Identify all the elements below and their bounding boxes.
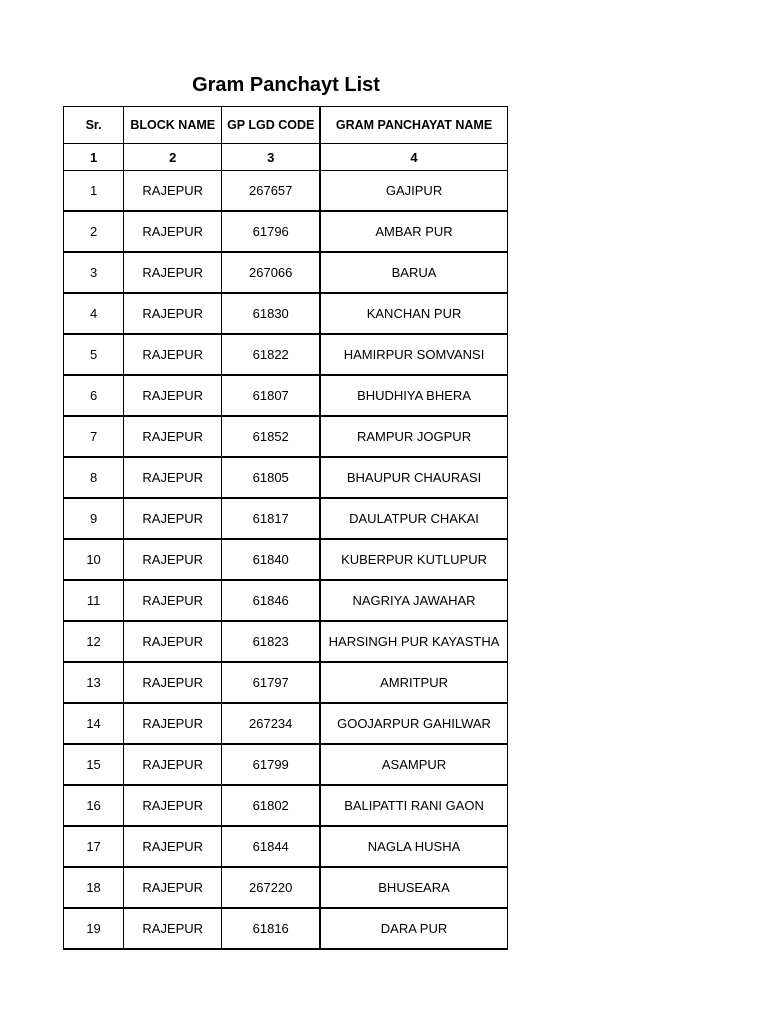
block-name-cell: RAJEPUR xyxy=(124,334,222,375)
table-row xyxy=(64,908,508,949)
column-number: 3 xyxy=(222,144,320,171)
header-block-name: BLOCK NAME xyxy=(124,107,222,144)
gram-panchayat-name-cell: BHUSEARA xyxy=(320,867,507,908)
block-name-cell: RAJEPUR xyxy=(124,826,222,867)
gram-panchayat-name-cell: RAMPUR JOGPUR xyxy=(320,416,507,457)
gp-lgd-code-cell: 267220 xyxy=(222,867,320,908)
block-name-cell: RAJEPUR xyxy=(124,252,222,293)
gram-panchayat-name-cell: BHUDHIYA BHERA xyxy=(320,375,507,416)
gram-panchayat-name-cell: NAGLA HUSHA xyxy=(320,826,507,867)
sr-cell: 12 xyxy=(64,621,124,662)
sr-cell: 18 xyxy=(64,867,124,908)
table-row xyxy=(64,211,508,252)
header-gp-lgd-code: GP LGD CODE xyxy=(222,107,320,144)
sr-cell: 14 xyxy=(64,703,124,744)
gram-panchayat-name-cell: HARSINGH PUR KAYASTHA xyxy=(320,621,507,662)
gram-panchayat-name-cell: DARA PUR xyxy=(320,908,507,949)
table-row xyxy=(64,539,508,580)
table-row xyxy=(64,375,508,416)
sr-cell: 17 xyxy=(64,826,124,867)
sr-cell: 2 xyxy=(64,211,124,252)
sr-cell: 8 xyxy=(64,457,124,498)
table-row xyxy=(64,293,508,334)
gp-lgd-code-cell: 61846 xyxy=(222,580,320,621)
block-name-cell: RAJEPUR xyxy=(124,457,222,498)
sr-cell: 5 xyxy=(64,334,124,375)
column-number: 1 xyxy=(64,144,124,171)
sr-cell: 13 xyxy=(64,662,124,703)
header-gram-panchayat-name: GRAM PANCHAYAT NAME xyxy=(320,107,507,144)
table-row xyxy=(64,621,508,662)
table-row xyxy=(64,416,508,457)
sr-cell: 19 xyxy=(64,908,124,949)
sr-cell: 9 xyxy=(64,498,124,539)
gp-lgd-code-cell: 61852 xyxy=(222,416,320,457)
gram-panchayat-name-cell: HAMIRPUR SOMVANSI xyxy=(320,334,507,375)
gp-lgd-code-cell: 61802 xyxy=(222,785,320,826)
table-row xyxy=(64,662,508,703)
sr-cell: 4 xyxy=(64,293,124,334)
block-name-cell: RAJEPUR xyxy=(124,744,222,785)
column-number: 2 xyxy=(124,144,222,171)
table-row xyxy=(64,252,508,293)
gp-lgd-code-cell: 61844 xyxy=(222,826,320,867)
gp-lgd-code-cell: 267234 xyxy=(222,703,320,744)
gram-panchayat-name-cell: BALIPATTI RANI GAON xyxy=(320,785,507,826)
gram-panchayat-name-cell: AMBAR PUR xyxy=(320,211,507,252)
block-name-cell: RAJEPUR xyxy=(124,498,222,539)
block-name-cell: RAJEPUR xyxy=(124,171,222,212)
gp-lgd-code-cell: 61799 xyxy=(222,744,320,785)
page-title: Gram Panchayt List xyxy=(192,74,380,96)
gram-panchayat-name-cell: BHAUPUR CHAURASI xyxy=(320,457,507,498)
header-row xyxy=(64,107,508,144)
header-sr: Sr. xyxy=(64,107,124,144)
table-row xyxy=(64,785,508,826)
gp-lgd-code-cell: 61840 xyxy=(222,539,320,580)
gp-lgd-code-cell: 61797 xyxy=(222,662,320,703)
table-row xyxy=(64,334,508,375)
block-name-cell: RAJEPUR xyxy=(124,416,222,457)
block-name-cell: RAJEPUR xyxy=(124,867,222,908)
sr-cell: 15 xyxy=(64,744,124,785)
gp-lgd-code-cell: 61796 xyxy=(222,211,320,252)
block-name-cell: RAJEPUR xyxy=(124,621,222,662)
block-name-cell: RAJEPUR xyxy=(124,539,222,580)
block-name-cell: RAJEPUR xyxy=(124,703,222,744)
sr-cell: 6 xyxy=(64,375,124,416)
gram-panchayat-name-cell: KUBERPUR KUTLUPUR xyxy=(320,539,507,580)
gp-lgd-code-cell: 61823 xyxy=(222,621,320,662)
sr-cell: 1 xyxy=(64,171,124,212)
sr-cell: 7 xyxy=(64,416,124,457)
gp-lgd-code-cell: 61805 xyxy=(222,457,320,498)
gram-panchayat-table xyxy=(63,106,508,950)
table-row xyxy=(64,457,508,498)
block-name-cell: RAJEPUR xyxy=(124,580,222,621)
block-name-cell: RAJEPUR xyxy=(124,908,222,949)
gp-lgd-code-cell: 267657 xyxy=(222,171,320,212)
gp-lgd-code-cell: 61830 xyxy=(222,293,320,334)
sr-cell: 3 xyxy=(64,252,124,293)
table-row xyxy=(64,867,508,908)
gram-panchayat-name-cell: KANCHAN PUR xyxy=(320,293,507,334)
block-name-cell: RAJEPUR xyxy=(124,211,222,252)
block-name-cell: RAJEPUR xyxy=(124,293,222,334)
column-number: 4 xyxy=(320,144,507,171)
table-row xyxy=(64,703,508,744)
block-name-cell: RAJEPUR xyxy=(124,785,222,826)
sr-cell: 16 xyxy=(64,785,124,826)
gram-panchayat-name-cell: GOOJARPUR GAHILWAR xyxy=(320,703,507,744)
gp-lgd-code-cell: 267066 xyxy=(222,252,320,293)
sr-cell: 10 xyxy=(64,539,124,580)
gram-panchayat-name-cell: DAULATPUR CHAKAI xyxy=(320,498,507,539)
gram-panchayat-name-cell: GAJIPUR xyxy=(320,171,507,212)
sr-cell: 11 xyxy=(64,580,124,621)
gp-lgd-code-cell: 61807 xyxy=(222,375,320,416)
gp-lgd-code-cell: 61822 xyxy=(222,334,320,375)
table-row xyxy=(64,498,508,539)
gp-lgd-code-cell: 61816 xyxy=(222,908,320,949)
table-row xyxy=(64,580,508,621)
block-name-cell: RAJEPUR xyxy=(124,662,222,703)
column-number-row xyxy=(64,144,508,171)
gram-panchayat-name-cell: BARUA xyxy=(320,252,507,293)
table-row xyxy=(64,171,508,212)
block-name-cell: RAJEPUR xyxy=(124,375,222,416)
gram-panchayat-name-cell: ASAMPUR xyxy=(320,744,507,785)
table-row xyxy=(64,744,508,785)
gram-panchayat-name-cell: AMRITPUR xyxy=(320,662,507,703)
gp-lgd-code-cell: 61817 xyxy=(222,498,320,539)
table-row xyxy=(64,826,508,867)
gram-panchayat-name-cell: NAGRIYA JAWAHAR xyxy=(320,580,507,621)
